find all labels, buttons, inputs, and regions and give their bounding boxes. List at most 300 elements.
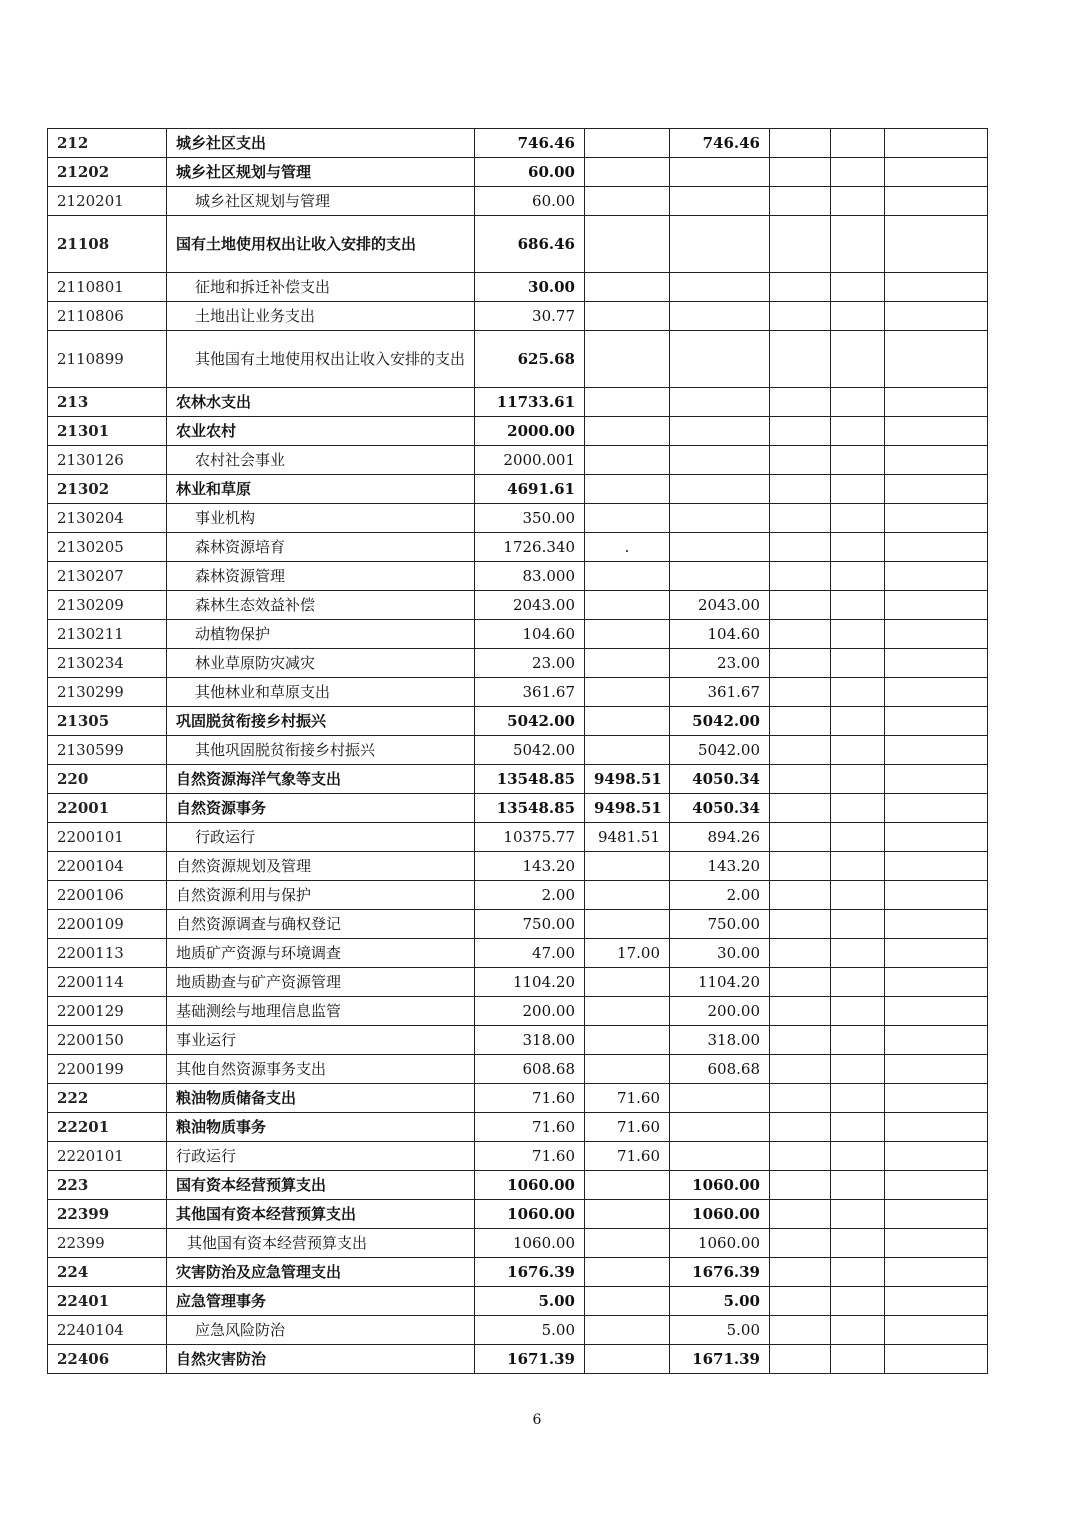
subject-name-cell: 巩固脱贫衔接乡村振兴 [167, 707, 475, 736]
total-amount-cell: 1060.00 [475, 1200, 585, 1229]
empty-cell [770, 273, 831, 302]
total-amount-cell: 4691.61 [475, 475, 585, 504]
empty-cell [885, 997, 988, 1026]
basic-expenditure-cell [585, 736, 670, 765]
total-amount-cell: 1104.20 [475, 968, 585, 997]
subject-code-cell: 2220101 [48, 1142, 167, 1171]
subject-code-cell: 22399 [48, 1200, 167, 1229]
subject-code-cell: 2130207 [48, 562, 167, 591]
subject-name-cell: 行政运行 [167, 1142, 475, 1171]
table-row [48, 158, 988, 187]
empty-cell [770, 504, 831, 533]
table-row [48, 910, 988, 939]
table-row [48, 216, 988, 273]
project-expenditure-cell: 1060.00 [670, 1229, 770, 1258]
basic-expenditure-cell [585, 968, 670, 997]
basic-expenditure-cell [585, 1287, 670, 1316]
subject-code-cell: 2240104 [48, 1316, 167, 1345]
empty-cell [831, 1200, 885, 1229]
total-amount-cell: 686.46 [475, 216, 585, 273]
empty-cell [885, 1055, 988, 1084]
subject-code-cell: 2110806 [48, 302, 167, 331]
basic-expenditure-cell [585, 1055, 670, 1084]
total-amount-cell: 746.46 [475, 129, 585, 158]
subject-code-cell: 2130234 [48, 649, 167, 678]
basic-expenditure-cell [585, 331, 670, 388]
empty-cell [770, 475, 831, 504]
project-expenditure-cell: 200.00 [670, 997, 770, 1026]
subject-name-cell: 其他林业和草原支出 [167, 678, 475, 707]
empty-cell [831, 129, 885, 158]
empty-cell [770, 187, 831, 216]
subject-name-cell: 自然资源调查与确权登记 [167, 910, 475, 939]
table-row [48, 1026, 988, 1055]
empty-cell [831, 187, 885, 216]
empty-cell [831, 1084, 885, 1113]
subject-code-cell: 21108 [48, 216, 167, 273]
empty-cell [770, 968, 831, 997]
empty-cell [770, 1084, 831, 1113]
empty-cell [885, 446, 988, 475]
subject-name-cell: 自然灾害防治 [167, 1345, 475, 1374]
project-expenditure-cell [670, 187, 770, 216]
total-amount-cell: 361.67 [475, 678, 585, 707]
empty-cell [831, 1287, 885, 1316]
basic-expenditure-cell [585, 273, 670, 302]
empty-cell [885, 1345, 988, 1374]
budget-table [47, 128, 988, 1374]
empty-cell [831, 1055, 885, 1084]
subject-code-cell: 22399 [48, 1229, 167, 1258]
empty-cell [885, 968, 988, 997]
project-expenditure-cell [670, 273, 770, 302]
basic-expenditure-cell [585, 591, 670, 620]
empty-cell [885, 562, 988, 591]
empty-cell [885, 302, 988, 331]
subject-name-cell: 地质矿产资源与环境调查 [167, 939, 475, 968]
subject-code-cell: 2130211 [48, 620, 167, 649]
total-amount-cell: 1671.39 [475, 1345, 585, 1374]
subject-code-cell: 21305 [48, 707, 167, 736]
empty-cell [831, 1229, 885, 1258]
table-row [48, 1229, 988, 1258]
empty-cell [831, 446, 885, 475]
empty-cell [885, 620, 988, 649]
table-row [48, 1200, 988, 1229]
empty-cell [770, 1229, 831, 1258]
total-amount-cell: 608.68 [475, 1055, 585, 1084]
basic-expenditure-cell: 71.60 [585, 1084, 670, 1113]
table-row [48, 881, 988, 910]
empty-cell [831, 504, 885, 533]
table-row [48, 446, 988, 475]
empty-cell [831, 562, 885, 591]
empty-cell [831, 823, 885, 852]
basic-expenditure-cell [585, 910, 670, 939]
empty-cell [885, 1084, 988, 1113]
project-expenditure-cell: 1671.39 [670, 1345, 770, 1374]
basic-expenditure-cell [585, 187, 670, 216]
subject-name-cell: 其他国有资本经营预算支出 [167, 1229, 475, 1258]
basic-expenditure-cell [585, 707, 670, 736]
total-amount-cell: 23.00 [475, 649, 585, 678]
project-expenditure-cell [670, 158, 770, 187]
total-amount-cell: 60.00 [475, 158, 585, 187]
empty-cell [885, 1026, 988, 1055]
table-row [48, 620, 988, 649]
subject-code-cell: 2110899 [48, 331, 167, 388]
total-amount-cell: 10375.77 [475, 823, 585, 852]
empty-cell [831, 417, 885, 446]
empty-cell [885, 1113, 988, 1142]
empty-cell [770, 794, 831, 823]
basic-expenditure-cell [585, 129, 670, 158]
total-amount-cell: 143.20 [475, 852, 585, 881]
project-expenditure-cell [670, 331, 770, 388]
project-expenditure-cell: 318.00 [670, 1026, 770, 1055]
project-expenditure-cell [670, 302, 770, 331]
basic-expenditure-cell: 71.60 [585, 1113, 670, 1142]
empty-cell [831, 1316, 885, 1345]
empty-cell [831, 649, 885, 678]
empty-cell [770, 939, 831, 968]
subject-name-cell: 农林水支出 [167, 388, 475, 417]
total-amount-cell: 2043.00 [475, 591, 585, 620]
subject-code-cell: 2200109 [48, 910, 167, 939]
subject-name-cell: 应急管理事务 [167, 1287, 475, 1316]
total-amount-cell: 750.00 [475, 910, 585, 939]
empty-cell [885, 765, 988, 794]
project-expenditure-cell: 143.20 [670, 852, 770, 881]
empty-cell [831, 620, 885, 649]
empty-cell [831, 678, 885, 707]
empty-cell [885, 678, 988, 707]
project-expenditure-cell: 894.26 [670, 823, 770, 852]
subject-code-cell: 2200104 [48, 852, 167, 881]
table-row [48, 187, 988, 216]
total-amount-cell: 1726.340 [475, 533, 585, 562]
total-amount-cell: 200.00 [475, 997, 585, 1026]
table-row [48, 273, 988, 302]
empty-cell [770, 1258, 831, 1287]
empty-cell [885, 1316, 988, 1345]
project-expenditure-cell: 4050.34 [670, 765, 770, 794]
table-row [48, 417, 988, 446]
total-amount-cell: 13548.85 [475, 794, 585, 823]
empty-cell [831, 388, 885, 417]
table-row [48, 852, 988, 881]
total-amount-cell: 2000.00 [475, 417, 585, 446]
table-row [48, 388, 988, 417]
table-row [48, 997, 988, 1026]
empty-cell [885, 1229, 988, 1258]
table-row [48, 1142, 988, 1171]
empty-cell [831, 533, 885, 562]
empty-cell [770, 1171, 831, 1200]
total-amount-cell: 11733.61 [475, 388, 585, 417]
project-expenditure-cell: 5.00 [670, 1316, 770, 1345]
empty-cell [885, 1200, 988, 1229]
empty-cell [831, 881, 885, 910]
project-expenditure-cell [670, 1142, 770, 1171]
table-row [48, 1287, 988, 1316]
project-expenditure-cell [670, 533, 770, 562]
table-row [48, 331, 988, 388]
table-row [48, 591, 988, 620]
project-expenditure-cell [670, 562, 770, 591]
basic-expenditure-cell: 17.00 [585, 939, 670, 968]
empty-cell [831, 273, 885, 302]
total-amount-cell: 83.000 [475, 562, 585, 591]
project-expenditure-cell: 2043.00 [670, 591, 770, 620]
empty-cell [770, 129, 831, 158]
subject-code-cell: 2130205 [48, 533, 167, 562]
table-row [48, 1113, 988, 1142]
empty-cell [885, 331, 988, 388]
total-amount-cell: 30.00 [475, 273, 585, 302]
subject-name-cell: 行政运行 [167, 823, 475, 852]
empty-cell [885, 158, 988, 187]
table-row [48, 765, 988, 794]
empty-cell [770, 852, 831, 881]
empty-cell [770, 910, 831, 939]
subject-name-cell: 粮油物质事务 [167, 1113, 475, 1142]
empty-cell [770, 707, 831, 736]
empty-cell [770, 620, 831, 649]
subject-code-cell: 213 [48, 388, 167, 417]
subject-code-cell: 2200106 [48, 881, 167, 910]
empty-cell [885, 823, 988, 852]
empty-cell [831, 331, 885, 388]
project-expenditure-cell: 5.00 [670, 1287, 770, 1316]
basic-expenditure-cell [585, 504, 670, 533]
basic-expenditure-cell [585, 649, 670, 678]
empty-cell [885, 881, 988, 910]
empty-cell [885, 1142, 988, 1171]
basic-expenditure-cell [585, 1316, 670, 1345]
subject-code-cell: 2200114 [48, 968, 167, 997]
project-expenditure-cell [670, 1084, 770, 1113]
subject-code-cell: 2200199 [48, 1055, 167, 1084]
empty-cell [770, 1345, 831, 1374]
empty-cell [770, 446, 831, 475]
empty-cell [770, 562, 831, 591]
empty-cell [885, 1287, 988, 1316]
basic-expenditure-cell [585, 417, 670, 446]
subject-name-cell: 森林资源管理 [167, 562, 475, 591]
project-expenditure-cell: 608.68 [670, 1055, 770, 1084]
empty-cell [831, 158, 885, 187]
project-expenditure-cell: 5042.00 [670, 736, 770, 765]
project-expenditure-cell: 750.00 [670, 910, 770, 939]
page-number: 6 [532, 1412, 542, 1428]
total-amount-cell: 60.00 [475, 187, 585, 216]
total-amount-cell: 350.00 [475, 504, 585, 533]
empty-cell [770, 678, 831, 707]
subject-name-cell: 地质勘查与矿产资源管理 [167, 968, 475, 997]
table-row [48, 939, 988, 968]
empty-cell [770, 881, 831, 910]
basic-expenditure-cell [585, 388, 670, 417]
basic-expenditure-cell [585, 997, 670, 1026]
empty-cell [770, 417, 831, 446]
subject-code-cell: 2130209 [48, 591, 167, 620]
subject-code-cell: 2200101 [48, 823, 167, 852]
subject-code-cell: 21301 [48, 417, 167, 446]
table-row [48, 129, 988, 158]
empty-cell [885, 504, 988, 533]
subject-name-cell: 土地出让业务支出 [167, 302, 475, 331]
subject-code-cell: 2130126 [48, 446, 167, 475]
subject-name-cell: 自然资源规划及管理 [167, 852, 475, 881]
table-row [48, 823, 988, 852]
table-row [48, 968, 988, 997]
subject-name-cell: 基础测绘与地理信息监管 [167, 997, 475, 1026]
project-expenditure-cell: 1060.00 [670, 1200, 770, 1229]
subject-name-cell: 自然资源海洋气象等支出 [167, 765, 475, 794]
basic-expenditure-cell [585, 1345, 670, 1374]
subject-name-cell: 农村社会事业 [167, 446, 475, 475]
basic-expenditure-cell: 9498.51 [585, 794, 670, 823]
empty-cell [885, 216, 988, 273]
subject-code-cell: 2110801 [48, 273, 167, 302]
project-expenditure-cell [670, 504, 770, 533]
subject-code-cell: 2200113 [48, 939, 167, 968]
basic-expenditure-cell [585, 1258, 670, 1287]
empty-cell [885, 388, 988, 417]
empty-cell [831, 475, 885, 504]
subject-code-cell: 22001 [48, 794, 167, 823]
empty-cell [831, 1113, 885, 1142]
project-expenditure-cell: 361.67 [670, 678, 770, 707]
project-expenditure-cell [670, 446, 770, 475]
total-amount-cell: 1060.00 [475, 1171, 585, 1200]
total-amount-cell: 71.60 [475, 1084, 585, 1113]
basic-expenditure-cell [585, 302, 670, 331]
table-row [48, 1171, 988, 1200]
empty-cell [831, 707, 885, 736]
budget-table-body [48, 129, 988, 1374]
project-expenditure-cell: 1676.39 [670, 1258, 770, 1287]
empty-cell [885, 852, 988, 881]
empty-cell [770, 388, 831, 417]
subject-code-cell: 2130299 [48, 678, 167, 707]
subject-name-cell: 其他巩固脱贫衔接乡村振兴 [167, 736, 475, 765]
empty-cell [885, 129, 988, 158]
subject-name-cell: 森林生态效益补偿 [167, 591, 475, 620]
empty-cell [770, 1113, 831, 1142]
total-amount-cell: 5042.00 [475, 707, 585, 736]
table-row [48, 1084, 988, 1113]
empty-cell [770, 1055, 831, 1084]
empty-cell [770, 765, 831, 794]
empty-cell [831, 852, 885, 881]
project-expenditure-cell: 1060.00 [670, 1171, 770, 1200]
empty-cell [885, 939, 988, 968]
table-row [48, 504, 988, 533]
total-amount-cell: 13548.85 [475, 765, 585, 794]
empty-cell [770, 533, 831, 562]
empty-cell [770, 591, 831, 620]
subject-name-cell: 农业农村 [167, 417, 475, 446]
subject-name-cell: 林业草原防灾减灾 [167, 649, 475, 678]
subject-code-cell: 22401 [48, 1287, 167, 1316]
subject-name-cell: 城乡社区规划与管理 [167, 158, 475, 187]
empty-cell [770, 1200, 831, 1229]
empty-cell [885, 794, 988, 823]
empty-cell [770, 1316, 831, 1345]
basic-expenditure-cell [585, 1026, 670, 1055]
empty-cell [831, 736, 885, 765]
empty-cell [885, 910, 988, 939]
empty-cell [885, 1171, 988, 1200]
total-amount-cell: 1060.00 [475, 1229, 585, 1258]
total-amount-cell: 2.00 [475, 881, 585, 910]
basic-expenditure-cell [585, 1229, 670, 1258]
empty-cell [831, 1026, 885, 1055]
subject-name-cell: 事业运行 [167, 1026, 475, 1055]
basic-expenditure-cell: . [585, 533, 670, 562]
subject-name-cell: 自然资源事务 [167, 794, 475, 823]
subject-name-cell: 森林资源培育 [167, 533, 475, 562]
basic-expenditure-cell: 9481.51 [585, 823, 670, 852]
total-amount-cell: 71.60 [475, 1142, 585, 1171]
total-amount-cell: 318.00 [475, 1026, 585, 1055]
table-row [48, 302, 988, 331]
total-amount-cell: 5042.00 [475, 736, 585, 765]
empty-cell [831, 591, 885, 620]
project-expenditure-cell: 104.60 [670, 620, 770, 649]
subject-code-cell: 2120201 [48, 187, 167, 216]
project-expenditure-cell: 30.00 [670, 939, 770, 968]
project-expenditure-cell: 5042.00 [670, 707, 770, 736]
table-row [48, 1345, 988, 1374]
empty-cell [885, 707, 988, 736]
total-amount-cell: 5.00 [475, 1316, 585, 1345]
empty-cell [831, 939, 885, 968]
subject-code-cell: 224 [48, 1258, 167, 1287]
subject-name-cell: 国有资本经营预算支出 [167, 1171, 475, 1200]
empty-cell [770, 216, 831, 273]
empty-cell [831, 968, 885, 997]
subject-name-cell: 自然资源利用与保护 [167, 881, 475, 910]
subject-code-cell: 2200129 [48, 997, 167, 1026]
subject-code-cell: 212 [48, 129, 167, 158]
table-row [48, 794, 988, 823]
empty-cell [770, 823, 831, 852]
subject-name-cell: 城乡社区支出 [167, 129, 475, 158]
empty-cell [770, 997, 831, 1026]
empty-cell [770, 1142, 831, 1171]
empty-cell [885, 1258, 988, 1287]
basic-expenditure-cell: 71.60 [585, 1142, 670, 1171]
empty-cell [831, 997, 885, 1026]
project-expenditure-cell [670, 417, 770, 446]
basic-expenditure-cell [585, 620, 670, 649]
empty-cell [885, 736, 988, 765]
table-row [48, 678, 988, 707]
table-row [48, 649, 988, 678]
project-expenditure-cell [670, 475, 770, 504]
table-row [48, 475, 988, 504]
empty-cell [770, 649, 831, 678]
total-amount-cell: 71.60 [475, 1113, 585, 1142]
table-row [48, 1316, 988, 1345]
empty-cell [885, 187, 988, 216]
empty-cell [831, 794, 885, 823]
total-amount-cell: 47.00 [475, 939, 585, 968]
subject-code-cell: 22406 [48, 1345, 167, 1374]
